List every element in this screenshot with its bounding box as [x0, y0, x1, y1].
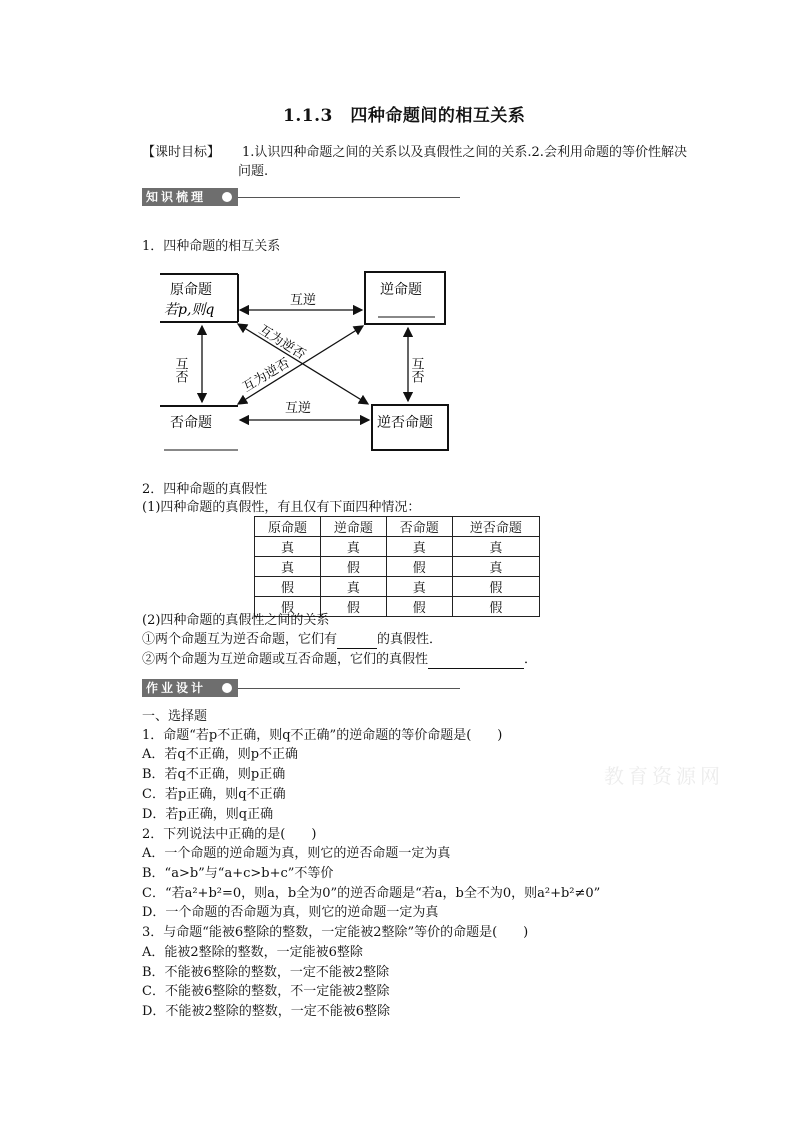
four-propositions-diagram [140, 262, 460, 462]
mutual-converse-bottom: 互逆 [285, 401, 312, 416]
question-option: C．不能被6整除的整数，不一定能被2整除 [142, 984, 390, 999]
contrapositive-box [372, 405, 448, 450]
table-header: 原命题 [255, 517, 321, 537]
question-option: D．不能被2整除的整数，一定不能被6整除 [142, 1004, 390, 1019]
table-header: 逆命题 [320, 517, 386, 537]
table-cell: 假 [386, 557, 452, 577]
page-title: 1.1.3 四种命题间的相互关系 [283, 106, 526, 126]
table-cell: 假 [255, 597, 321, 617]
item2-q1-text: ①两个命题互为逆否命题，它们有 [142, 632, 338, 647]
item2-sub1: (1)四种命题的真假性，有且仅有下面四种情况： [142, 500, 421, 515]
part1-heading: 一、选择题 [142, 709, 208, 724]
mutual-negation-left: 互否 [172, 357, 188, 383]
question-option: C．“若a²+b²=0，则a，b全为0”的逆否命题是“若a，b全不为0，则a²+b²≠0” [142, 886, 601, 901]
section-label: 知识梳理 [142, 188, 238, 206]
mutual-negation-right: 互否 [408, 357, 424, 383]
question-option: B．“a>b”与“a+c>b+c”不等价 [142, 866, 334, 881]
bullet-icon [222, 192, 232, 202]
mutual-converse-top: 互逆 [290, 293, 317, 308]
question-option: D．若p正确，则q正确 [142, 807, 274, 822]
question-option: A．一个命题的逆命题为真，则它的逆否命题一定为真 [142, 846, 451, 861]
table-cell: 假 [386, 597, 452, 617]
table-cell: 假 [452, 597, 539, 617]
question-option: A．能被2整除的整数，一定能被6整除 [142, 945, 363, 960]
mutual-contrapositive-label: 互为逆否 [255, 322, 308, 363]
question-option: D．一个命题的否命题为真，则它的逆命题一定为真 [142, 905, 439, 920]
table-header: 否命题 [386, 517, 452, 537]
converse-box [365, 272, 445, 324]
fill-blank-1[interactable] [337, 634, 377, 649]
table-header-row [255, 517, 540, 537]
mutual-contrapositive-label-2: 互为逆否 [240, 355, 293, 396]
question-stem: 2．下列说法中正确的是( ) [142, 827, 317, 842]
table-cell: 真 [255, 537, 321, 557]
item2-q2-tail: ． [524, 652, 538, 667]
table-cell: 真 [255, 557, 321, 577]
table-cell: 真 [452, 557, 539, 577]
table-cell: 真 [320, 537, 386, 557]
goal-text: 1.认识四种命题之间的关系以及真假性之间的关系.2.会利用命题的等价性解决问题. [238, 145, 687, 179]
item2-q1-tail: 的真假性． [377, 632, 443, 647]
inverse-label: 否命题 [170, 415, 212, 431]
table-cell: 真 [452, 537, 539, 557]
table-cell: 假 [320, 597, 386, 617]
section-rule [238, 688, 460, 689]
table-row [255, 577, 540, 597]
table-cell: 真 [386, 577, 452, 597]
item2-q2-text: ②两个命题为互逆命题或互否命题，它们的真假性 [142, 652, 429, 667]
section-rule [238, 197, 460, 198]
question-option: B．若q不正确，则p正确 [142, 767, 286, 782]
original-label: 原命题 [170, 282, 212, 298]
original-proposition-box [160, 274, 238, 322]
inverse-box [160, 406, 238, 450]
table-cell: 真 [386, 537, 452, 557]
table-cell: 假 [255, 577, 321, 597]
item2-q1 [142, 630, 442, 649]
item2-q2 [142, 650, 537, 669]
item1-title: 1．四种命题的相互关系 [142, 239, 281, 254]
question-option: A．若q不正确，则p不正确 [142, 747, 299, 762]
converse-label: 逆命题 [380, 282, 422, 298]
section-header-homework [142, 679, 460, 697]
table-row [255, 537, 540, 557]
table-cell: 假 [452, 577, 539, 597]
watermark: 教育资源网 [604, 764, 724, 788]
item2-sub2: (2)四种命题的真假性之间的关系 [142, 613, 330, 628]
contrapositive-label: 逆否命题 [377, 415, 433, 431]
item2-title: 2．四种命题的真假性 [142, 482, 268, 497]
section-header-knowledge [142, 188, 460, 206]
truth-table [254, 516, 540, 617]
table-header: 逆否命题 [452, 517, 539, 537]
original-form: 若p,则q [164, 302, 215, 318]
table-cell: 真 [320, 577, 386, 597]
table-cell: 假 [320, 557, 386, 577]
bullet-icon [222, 683, 232, 693]
table-row [255, 557, 540, 577]
section-label: 作业设计 [142, 679, 238, 697]
fill-blank-2[interactable] [428, 654, 524, 669]
question-stem: 1．命题“若p不正确，则q不正确”的逆命题的等价命题是( ) [142, 728, 503, 743]
question-option: C．若p正确，则q不正确 [142, 787, 286, 802]
question-stem: 3．与命题“能被6整除的整数，一定能被2整除”等价的命题是( ) [142, 925, 529, 940]
question-option: B．不能被6整除的整数，一定不能被2整除 [142, 965, 390, 980]
goal-label: 【课时目标】 [142, 145, 221, 160]
